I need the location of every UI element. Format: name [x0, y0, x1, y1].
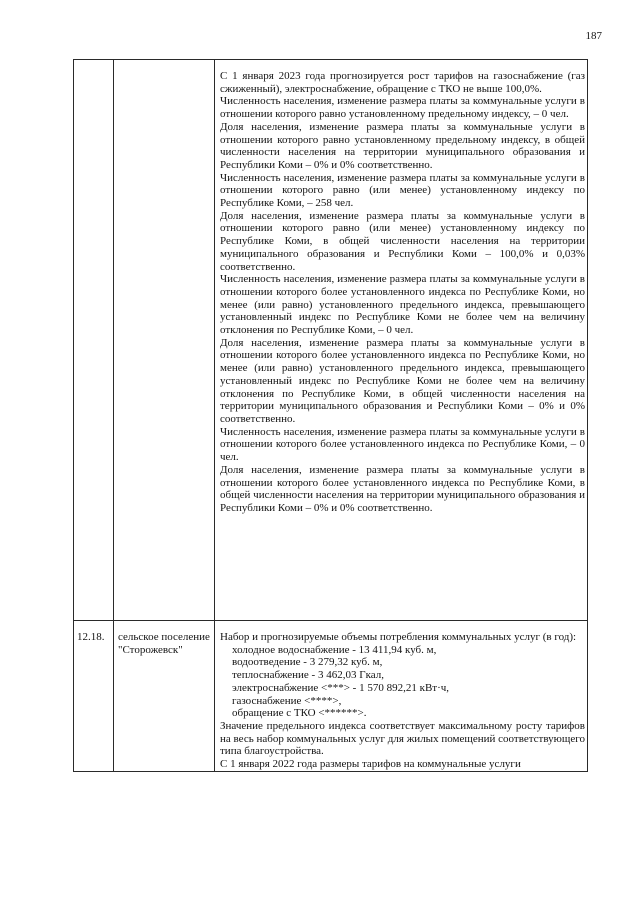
row-number: 12.18.: [77, 631, 105, 643]
paragraph: Численность населения, изменение размера платы за коммунальные услуги в отношении которого равно (или менее) установленному индексу по Республике Коми, – 258 чел.: [220, 171, 585, 210]
paragraph: Доля населения, изменение размера платы за коммунальные услуги в отношении которого равно (или менее) установленному индексу по Республике Коми, в общей численности населения на территории муниципального образования и Республики Коми – 100,0% и 0,03% соответственно.: [220, 209, 585, 273]
paragraph: Значение предельного индекса соответствует максимальному росту тарифов на весь набор коммунальных услуг для жилых помещений соответствующего типа благоустройства.: [220, 719, 585, 758]
paragraph: Набор и прогнозируемые объемы потребления коммунальных услуг (в год):: [220, 631, 577, 643]
row-number-cell: [74, 621, 114, 772]
paragraph: С 1 января 2022 года размеры тарифов на коммунальные услуги: [220, 758, 521, 771]
paragraph: С 1 января 2023 года прогнозируется рост тарифов на газоснабжение (газ сжиженный), электроснабжение, обращение с ТКО не выше 100,0%.: [220, 70, 585, 95]
description-cell: [215, 621, 588, 772]
page-number: 187: [585, 30, 602, 42]
list-item: газоснабжение <****>,: [232, 694, 342, 707]
list-item: холодное водоснабжение - 13 411,94 куб. м,: [232, 643, 437, 656]
municipality-name: сельское поселение "Сторожевск": [118, 631, 210, 656]
table-row: [74, 60, 588, 621]
document-table: [73, 59, 588, 772]
description-cell: [215, 60, 588, 621]
paragraph: Численность населения, изменение размера платы за коммунальные услуги в отношении которого более установленного индекса по Республике Коми, – 0 чел.: [220, 425, 585, 464]
row-number-cell: [74, 60, 114, 621]
list-item: обращение с ТКО <******>.: [232, 707, 367, 720]
paragraph: Доля населения, изменение размера платы за коммунальные услуги в отношении которого более установленного индекса по Республике Коми, но менее (или равно) установленного предельного индекса, превышающего установленный индекс по Республике Коми не более чем на величину отклонения по Республике Коми, в общей численности населения на территории муниципального образования и Республики Коми – 0% и 0% соответственно.: [220, 336, 585, 425]
paragraph: Численность населения, изменение размера платы за коммунальные услуги в отношении которого равно установленному предельному индексу, – 0 чел.: [220, 95, 585, 121]
paragraph: Доля населения, изменение размера платы за коммунальные услуги в отношении которого равно установленному предельному индексу, в общей численности населения на территории муниципального образования и Республики Коми – 0% и 0% соответственно.: [220, 120, 585, 171]
paragraph: Доля населения, изменение размера платы за коммунальные услуги в отношении которого более установленного индекса по Республике Коми, в общей численности населения на территории муниципального образования и Республики Коми – 0% и 0% соответственно.: [220, 463, 585, 514]
list-item: электроснабжение <***> - 1 570 892,21 кВт·ч,: [232, 681, 450, 694]
description-text: [215, 621, 587, 771]
table-row: [74, 621, 588, 772]
list-item: теплоснабжение - 3 462,03 Гкал,: [232, 669, 384, 682]
row-number: [74, 60, 113, 70]
municipality-name: [114, 60, 214, 70]
description-text: [215, 60, 587, 515]
list-item: водоотведение - 3 279,32 куб. м,: [232, 656, 383, 669]
municipality-cell: [114, 621, 215, 772]
municipality-cell: [114, 60, 215, 621]
paragraph: Численность населения, изменение размера платы за коммунальные услуги в отношении которого более установленного индекса по Республике Коми, но менее (или равно) установленного предельного индекса, превышающего установленный индекс по Республике Коми не более чем на величину отклонения по Республике Коми, – 0 чел.: [220, 273, 585, 337]
